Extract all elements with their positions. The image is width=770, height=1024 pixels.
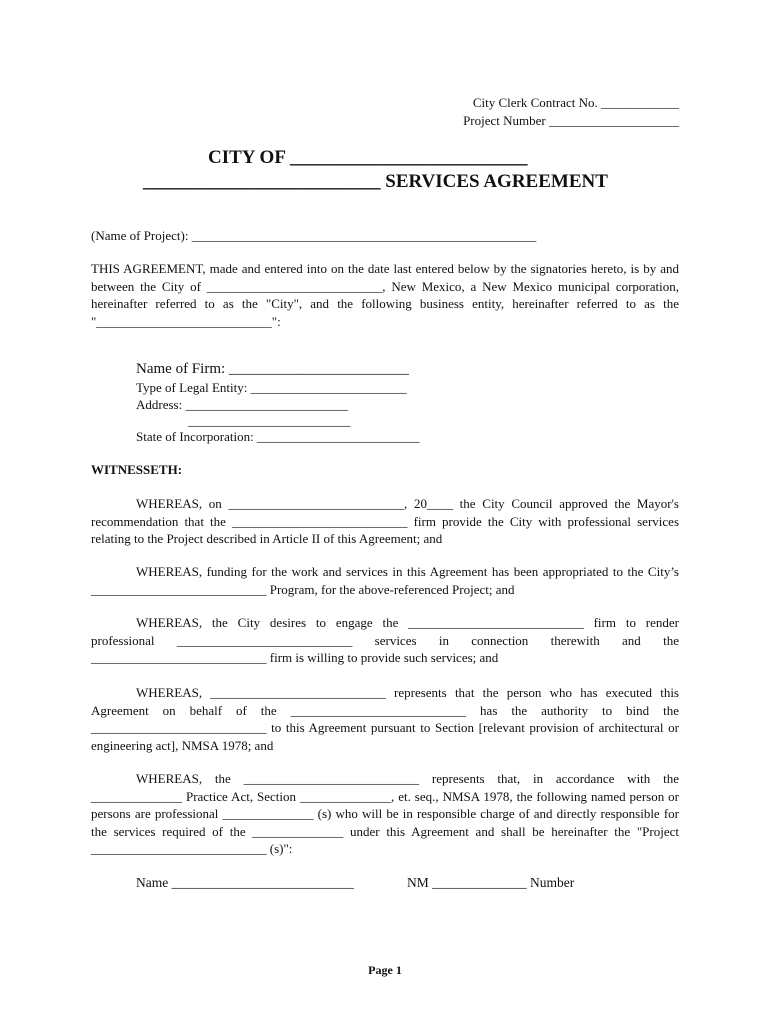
- whereas-text-1: WHEREAS, on ___________________________, 20____ the City Council approved the Mayor's recommendation that the ___________________________ firm provide the City with professional services relating to the Project described in Article II of this Agreement; and: [91, 496, 679, 546]
- title-line-2: _________________________ SERVICES AGREEMENT: [143, 171, 608, 192]
- contract-number-line: City Clerk Contract No. ____________: [472, 95, 679, 110]
- name-of-firm-line: Name of Firm: ________________________: [136, 361, 409, 377]
- whereas-text-5: WHEREAS, the ___________________________ represents that, in accordance with the ______________ Practice Act, Section ______________, et. seq., NMSA 1978, the following named person or persons are professional ______________ (s) who will be in responsible charge of and directly responsible for the services required of the ______________ under this Agreement and shall be hereinafter the "Project ___________________________ (s)":: [91, 771, 679, 856]
- nm-number-line: NM ______________ Number: [407, 875, 575, 890]
- whereas-paragraph-3: [91, 614, 679, 667]
- address-line-2: _________________________: [188, 413, 351, 428]
- name-of-project-line: (Name of Project): _____________________________________________________: [91, 228, 537, 243]
- title-line-1: CITY OF _________________________: [208, 147, 528, 168]
- whereas-text-3: WHEREAS, the City desires to engage the ___________________________ firm to render professional ___________________________ services in connection therewith and the ___________________________ firm is willing to provide such services; and: [91, 615, 679, 665]
- witnesseth-heading: WITNESSETH:: [91, 462, 183, 477]
- signature-name-line: Name ___________________________: [136, 875, 354, 890]
- whereas-text-2: WHEREAS, funding for the work and services in this Agreement has been appropriated to the City’s ___________________________ Program, for the above-referenced Project; and: [91, 564, 679, 597]
- project-number-line: Project Number ____________________: [463, 113, 679, 128]
- whereas-paragraph-5: [91, 770, 679, 858]
- whereas-paragraph-4: [91, 684, 679, 754]
- whereas-paragraph-1: [91, 495, 679, 548]
- intro-paragraph: THIS AGREEMENT, made and entered into on the date last entered below by the signatories hereto, is by and between the City of ___________________________, New Mexico, a New Mexico municipal corporation, hereinafter referred to as the "City", and the following business entity, hereinafter referred to as the "___________________________":: [91, 261, 679, 329]
- legal-entity-line: Type of Legal Entity: ________________________: [136, 380, 407, 395]
- page-number: Page 1: [368, 963, 402, 977]
- address-line: Address: _________________________: [136, 397, 348, 412]
- whereas-paragraph-2: [91, 563, 679, 598]
- state-of-incorporation-line: State of Incorporation: _________________________: [136, 429, 420, 444]
- whereas-text-4: WHEREAS, ___________________________ represents that the person who has executed this Agreement on behalf of the ___________________________ has the authority to bind the ___________________________ to this Agreement pursuant to Section [relevant provision of architectural or engineering act], NMSA 1978; and: [91, 685, 679, 753]
